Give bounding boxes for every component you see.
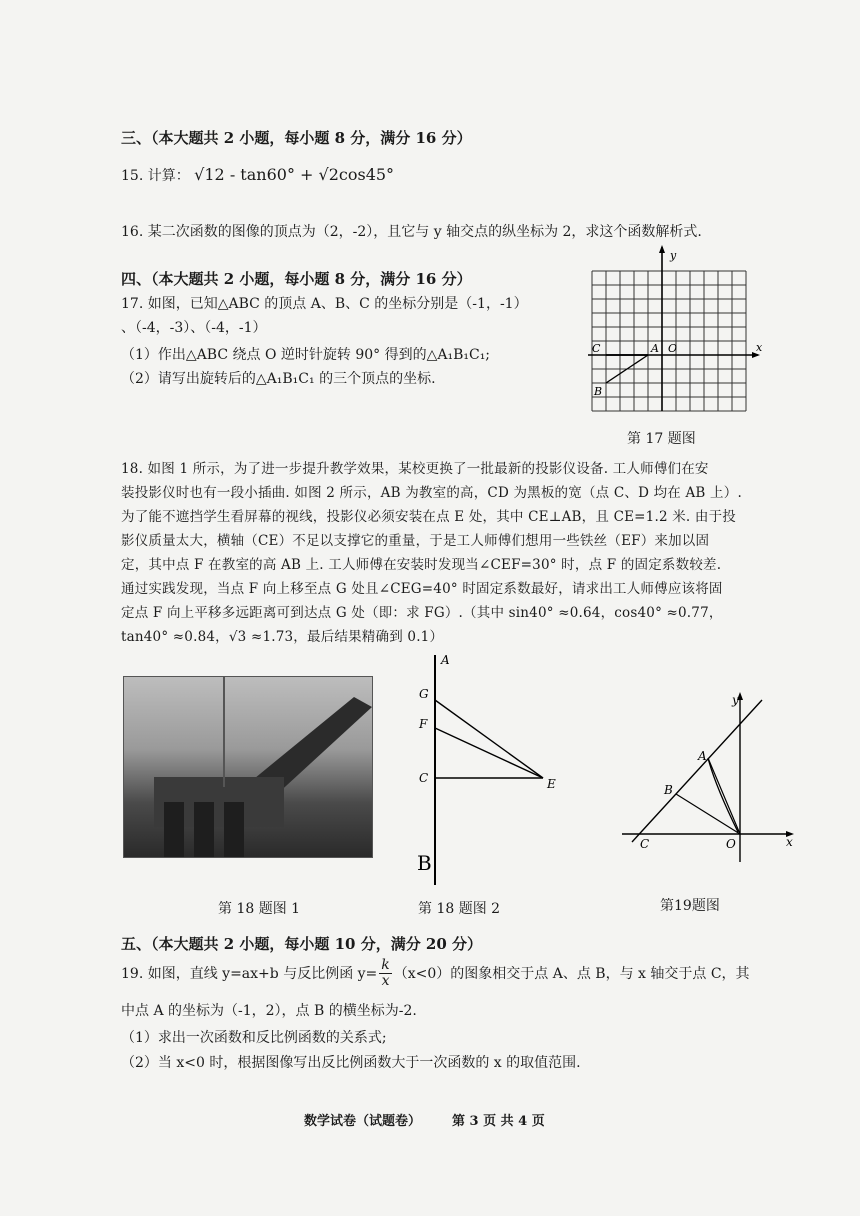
q15-prefix: 15. 计算： — [121, 168, 190, 184]
q18-photo-desk3 — [224, 802, 244, 857]
q17-grid-figure — [588, 245, 773, 420]
q15 — [121, 163, 394, 188]
q17-y-arrow — [659, 245, 665, 253]
q17-label-y: y — [670, 249, 677, 262]
q17-label-a: A — [651, 342, 659, 355]
footer-page: 第 3 页 共 4 页 — [452, 1114, 545, 1129]
q19-line2: 中点 A 的坐标为（-1，2），点 B 的横坐标为-2. — [121, 1003, 417, 1019]
q18-label-c: C — [419, 771, 429, 785]
section4-heading: 四、（本大题共 2 小题，每小题 8 分，满分 16 分） — [121, 270, 472, 288]
q18-diagram — [405, 650, 565, 890]
section5-heading: 五、（本大题共 2 小题，每小题 10 分，满分 20 分） — [121, 935, 483, 953]
q18-caption1: 第 18 题图 1 — [218, 901, 301, 917]
q18-line1: 18. 如图 1 所示，为了进一步提升教学效果，某校更换了一批最新的投影仪设备. 工人师傅们在安 — [121, 461, 709, 477]
q19-part2: （2）当 x<0 时，根据图像写出反比例函数大于一次函数的 x 的取值范围. — [121, 1055, 581, 1071]
q17-caption: 第 17 题图 — [627, 431, 696, 447]
q19-fraction — [379, 958, 391, 989]
q17-label-o: O — [668, 342, 678, 355]
q17-label-b: B — [594, 385, 603, 398]
q19-frac-num: k — [381, 957, 390, 973]
q17-part2: （2）请写出旋转后的△A₁B₁C₁ 的三个顶点的坐标. — [121, 371, 436, 387]
q17-line2: 、（-4，-3）、（-4，-1） — [121, 320, 267, 336]
q18-label-g: G — [419, 687, 429, 701]
q19-label-o: O — [726, 837, 736, 851]
q19-label-y: y — [732, 693, 739, 707]
q18-photo-drawing — [124, 677, 372, 857]
q19-frac-den: x — [381, 973, 390, 989]
q18-line2: 装投影仪时也有一段小插曲. 如图 2 所示，AB 为教室的高，CD 为黑板的宽（点 C、D 均在 AB 上）. — [121, 485, 742, 501]
q15-expression: √12 - tan60° + √2cos45° — [194, 165, 395, 184]
q19-label-b: B — [664, 783, 673, 797]
q19-segment-oa — [708, 758, 740, 834]
q18-label-f: F — [419, 717, 428, 731]
q16-text: 16. 某二次函数的图像的顶点为（2，-2），且它与 y 轴交点的纵坐标为 2，求这个函数解析式. — [121, 224, 702, 240]
q17-grid-lines — [592, 271, 746, 411]
q18-photo-desk2 — [194, 802, 214, 857]
q19-segment-ob — [676, 794, 740, 834]
q18-line5: 定，其中点 F 在教室的高 AB 上. 工人师傅在安装时发现当∠CEF=30° 时，点 F 的固定系数较差. — [121, 557, 722, 573]
q18-line3: 为了能不遮挡学生看屏幕的视线，投影仪必须安装在点 E 处，其中 CE⊥AB，且 CE=1.2 米. 由于投 — [121, 509, 737, 525]
footer-left: 数学试卷（试题卷） — [304, 1114, 422, 1129]
q19-post: （x<0）的图象相交于点 A、点 B，与 x 轴交于点 C，其 — [393, 965, 750, 982]
q18-photo-desk1 — [164, 802, 184, 857]
q18-line6: 通过实践发现，当点 F 向上移至点 G 处且∠CEG=40° 时固定系数最好，请求出工人师傅应该将固 — [121, 581, 723, 597]
q19-pre: 19. 如图，直线 y=ax+b 与反比例函 y= — [121, 965, 378, 982]
q17-label-c: C — [592, 342, 601, 355]
q17-part1: （1）作出△ABC 绕点 O 逆时针旋转 90° 得到的△A₁B₁C₁; — [121, 347, 491, 363]
q19-label-x: x — [786, 835, 793, 849]
q19-label-c: C — [640, 837, 650, 851]
q18-line-fe — [435, 728, 543, 778]
q18-line4: 影仪质量太大，横轴（CE）不足以支撑它的重量，于是工人师傅们想用一些铁丝（EF）来加以固 — [121, 533, 710, 549]
q18-label-a: A — [441, 653, 450, 667]
q18-line8: tan40° ≈0.84，√3 ≈1.73，最后结果精确到 0.1） — [121, 629, 444, 645]
q18-line7: 定点 F 向上平移多远距离可到达点 G 处（即：求 FG）.（其中 sin40° ≈0.64，cos40° ≈0.77， — [121, 605, 723, 621]
q19-line1 — [121, 958, 750, 989]
q19-part1: （1）求出一次函数和反比例函数的关系式; — [121, 1030, 387, 1046]
q19-fig-caption: 第19题图 — [660, 898, 720, 914]
q18-label-b: B — [417, 851, 432, 875]
q17-line1: 17. 如图，已知△ABC 的顶点 A、B、C 的坐标分别是（-1，-1） — [121, 296, 528, 312]
q19-label-a: A — [698, 749, 707, 763]
section3-heading: 三、（本大题共 2 小题，每小题 8 分，满分 16 分） — [121, 129, 472, 147]
q19-diagram — [620, 690, 800, 865]
q18-classroom-photo — [123, 676, 373, 858]
q17-label-x: x — [756, 341, 763, 354]
q18-line-ge — [435, 700, 543, 778]
q19-line — [632, 700, 762, 842]
q18-caption2: 第 18 题图 2 — [418, 901, 501, 917]
q18-label-e: E — [547, 777, 556, 791]
